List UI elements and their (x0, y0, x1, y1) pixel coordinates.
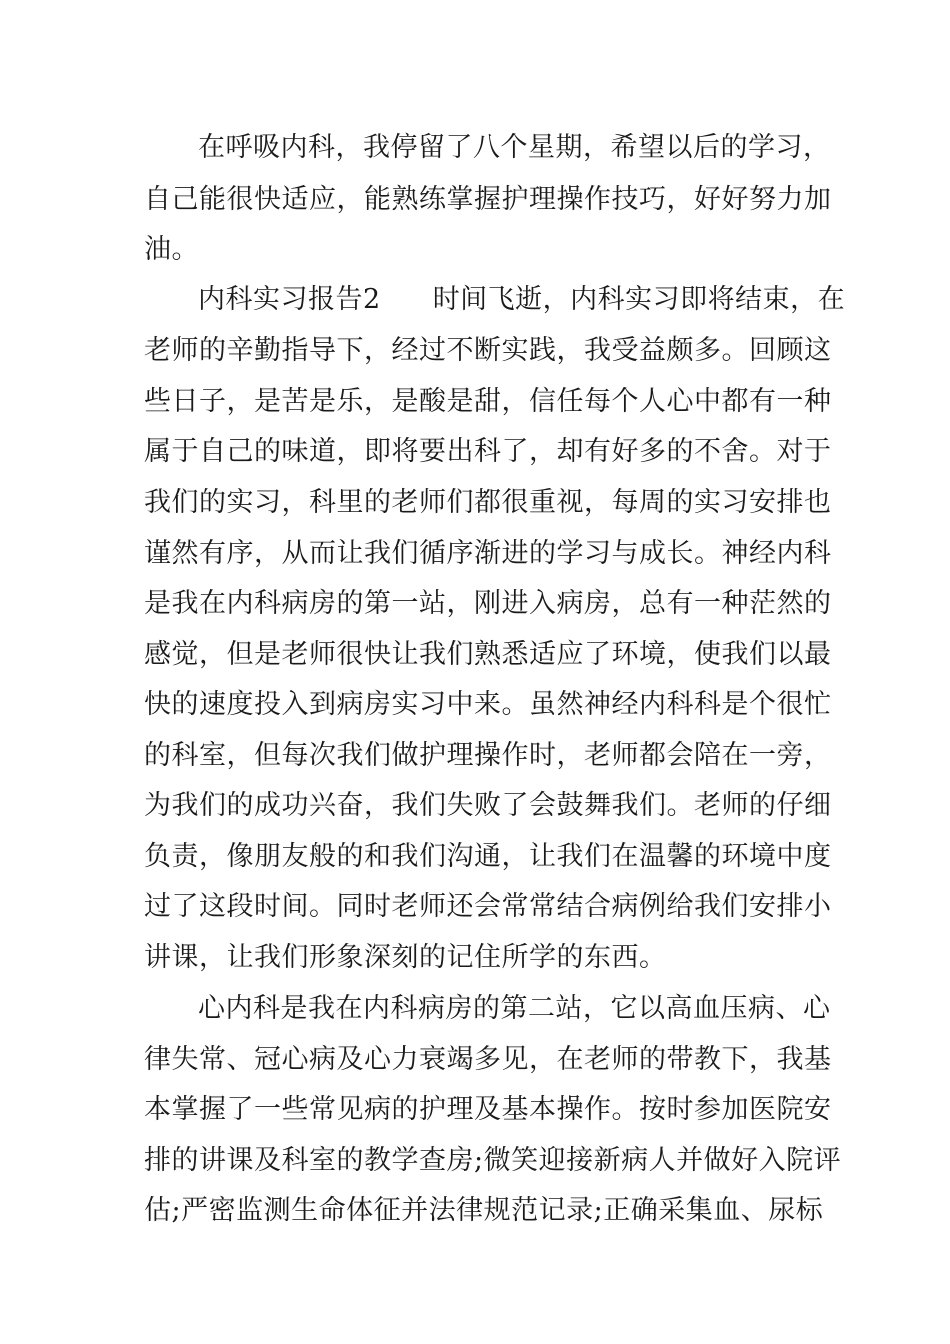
section-heading-title: 内科实习报告2 (198, 284, 381, 315)
paragraph-line: 律失常、冠心病及心力衰竭多见，在老师的带教下，我基 (144, 1044, 832, 1075)
paragraph-line: 老师的辛勤指导下，经过不断实践，我受益颇多。回顾这 (144, 335, 832, 366)
paragraph-line: 讲课，让我们形象深刻的记住所学的东西。 (144, 942, 667, 973)
paragraph-line: 心内科是我在内科病房的第二站，它以高血压病、心 (198, 993, 831, 1024)
paragraph-line: 负责，像朋友般的和我们沟通，让我们在温馨的环境中度 (144, 841, 832, 872)
paragraph-line: 自己能很快适应，能熟练掌握护理操作技巧，好好努力加 (144, 184, 832, 215)
paragraph-line: 估;严密监测生命体征并法律规范记录;正确采集血、尿标 (144, 1195, 824, 1226)
paragraph-line: 的科室，但每次我们做护理操作时，老师都会陪在一旁， (144, 740, 832, 771)
paragraph-line: 感觉，但是老师很快让我们熟悉适应了环境，使我们以最 (144, 639, 832, 670)
section-heading-text: 时间飞逝，内科实习即将结束，在 (432, 284, 846, 315)
paragraph-line: 排的讲课及科室的教学查房;微笑迎接新病人并做好入院评 (144, 1145, 842, 1176)
section-heading-line (198, 280, 846, 320)
paragraph-line: 我们的实习，科里的老师们都很重视，每周的实习安排也 (144, 487, 832, 518)
paragraph-line: 在呼吸内科，我停留了八个星期，希望以后的学习， (198, 132, 831, 163)
paragraph-line: 为我们的成功兴奋，我们失败了会鼓舞我们。老师的仔细 (144, 790, 832, 821)
paragraph-line: 油。 (144, 234, 199, 265)
paragraph-line: 是我在内科病房的第一站，刚进入病房，总有一种茫然的 (144, 588, 832, 619)
paragraph-line: 本掌握了一些常见病的护理及基本操作。按时参加医院安 (144, 1094, 832, 1125)
paragraph-line: 快的速度投入到病房实习中来。虽然神经内科科是个很忙 (144, 689, 832, 720)
paragraph-line: 属于自己的味道，即将要出科了，却有好多的不舍。对于 (144, 436, 832, 467)
paragraph-line: 些日子，是苦是乐，是酸是甜，信任每个人心中都有一种 (144, 386, 832, 417)
paragraph-line: 谨然有序，从而让我们循序渐进的学习与成长。神经内科 (144, 538, 832, 569)
paragraph-line: 过了这段时间。同时老师还会常常结合病例给我们安排小 (144, 891, 832, 922)
